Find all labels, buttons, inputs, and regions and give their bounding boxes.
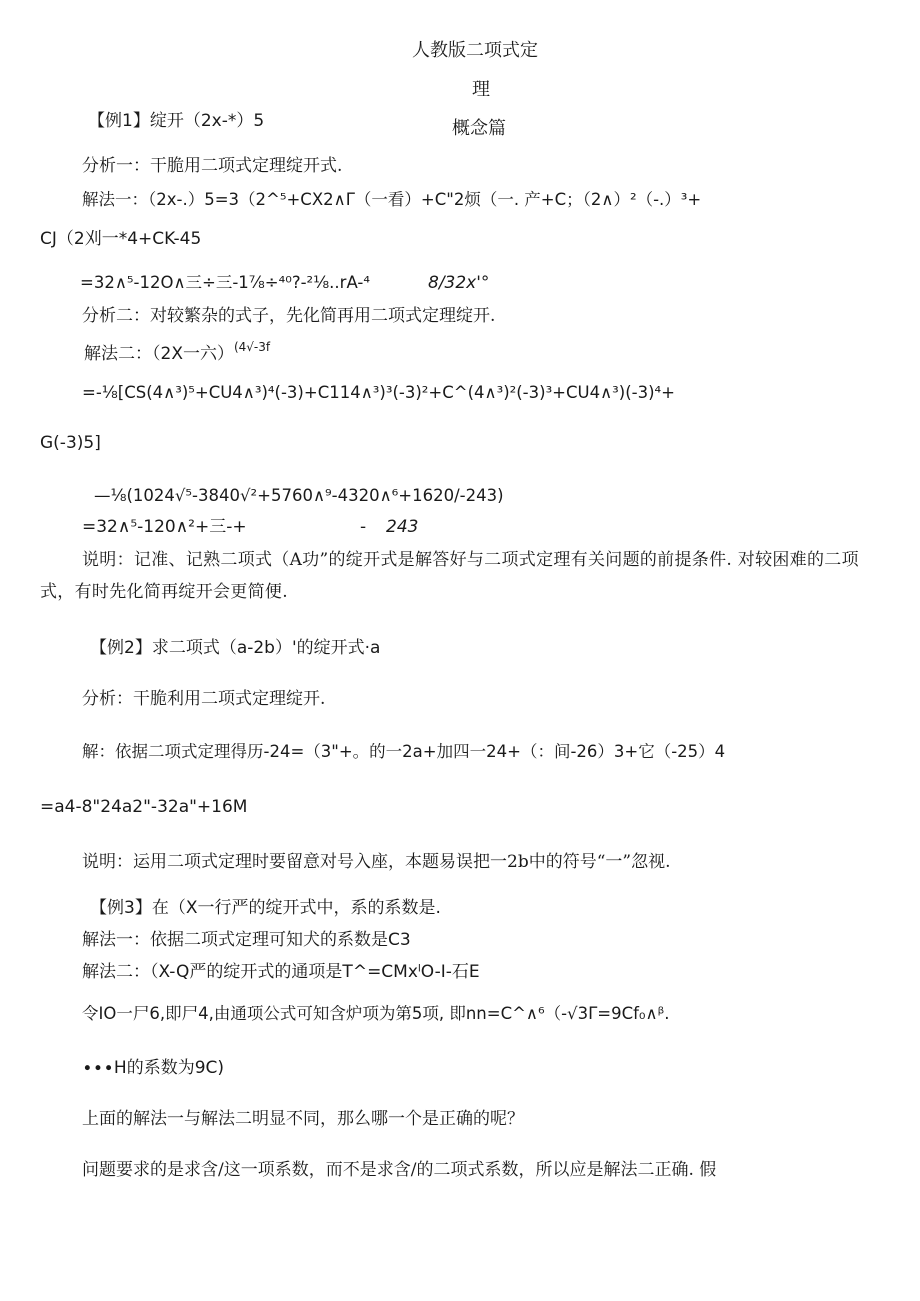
section-title: 概念篇: [452, 118, 506, 139]
example2-analysis: 分析：干脆利用二项式定理绽开.: [82, 689, 326, 709]
example1-analysis1: 分析一：干脆用二项式定理绽开式.: [82, 156, 343, 176]
example1-analysis2: 分析二：对较繁杂的式子，先化简再用二项式定理绽开.: [82, 306, 496, 326]
example3-explanation: 问题要求的是求含/这一项系数，而不是求含/的二项式系数，所以应是解法二正确. 假: [82, 1160, 717, 1180]
example3-derivation: 令IO一尸6,即尸4,由通项公式可知含炉项为第5项, 即nn=C^∧⁶（-√3Γ=9Cf₀∧ᵝ.: [82, 1004, 670, 1023]
example2-header: 【例2】求二项式（a-2b）'的绽开式·a: [90, 638, 381, 658]
example3-header: 【例3】在（X一行严的绽开式中，系的系数是.: [90, 898, 441, 918]
example1-result2-tail: 243: [386, 517, 419, 537]
example1-result1: =32∧⁵-12O∧三÷三-1⅞÷⁴⁰?-²⅛..rA-⁴: [80, 273, 370, 292]
doc-title-line2: 理: [472, 79, 490, 100]
example1-result2: =32∧⁵-120∧²+三-+: [82, 517, 247, 537]
example1-solution2: [84, 340, 271, 364]
solution2-exponent: (4√-3f: [233, 340, 271, 354]
example1-solution1: 解法一：（2x-.）5=3（2^⁵+CX2∧Γ（一看）+C"2烦（一. 产+C；（2∧）²（-.）³+: [82, 190, 702, 209]
example3-conclusion: ∙∙∙H的系数为9C): [82, 1058, 225, 1078]
example2-result: =a4-8"24a2"-32a"+16M: [40, 797, 248, 817]
example3-solution2: 解法二：（X-Q严的绽开式的通项是T^=CMxˡO-I-石E: [82, 962, 480, 982]
example1-result1-tail: 8/32x'°: [428, 273, 490, 293]
example2-note: 说明：运用二项式定理时要留意对号入座，本题易误把一2b中的符号“一”忽视.: [82, 852, 671, 872]
example1-simplified: —⅛(1024√⁵-3840√²+5760∧⁹-4320∧⁶+1620/-243): [94, 486, 504, 505]
solution2-label: 解法二：（2X一六）: [84, 344, 234, 364]
example1-header: 【例1】绽开（2x-*）5: [88, 111, 265, 131]
example3-solution1: 解法一：依据二项式定理可知犬的系数是C3: [82, 930, 411, 950]
example2-solution: 解：依据二项式定理得历-24=（3"+。的一2a+加四一24+（：间-26）3+它（-25）4: [82, 742, 726, 761]
example1-expansion-cont: G(-3)5]: [40, 433, 101, 453]
example1-expansion: =-⅛[CS(4∧³)⁵+CU4∧³)⁴(-3)+C114∧³)³(-3)²+C^(4∧³)²(-3)³+CU4∧³)(-3)⁴+: [82, 383, 676, 402]
example3-question: 上面的解法一与解法二明显不同，那么哪一个是正确的呢？: [82, 1109, 524, 1129]
example1-solution1-cont: CJ（2刈一*4+CK-45: [40, 229, 202, 249]
doc-title-line1: 人教版二项式定: [412, 40, 538, 61]
example1-result2-minus: -: [360, 517, 367, 537]
example1-note: 说明：记准、记熟二项式（A功”的绽开式是解答好与二项式定理有关问题的前提条件. 对较困难的二项式，有时先化简再绽开会更简便.: [40, 550, 859, 602]
